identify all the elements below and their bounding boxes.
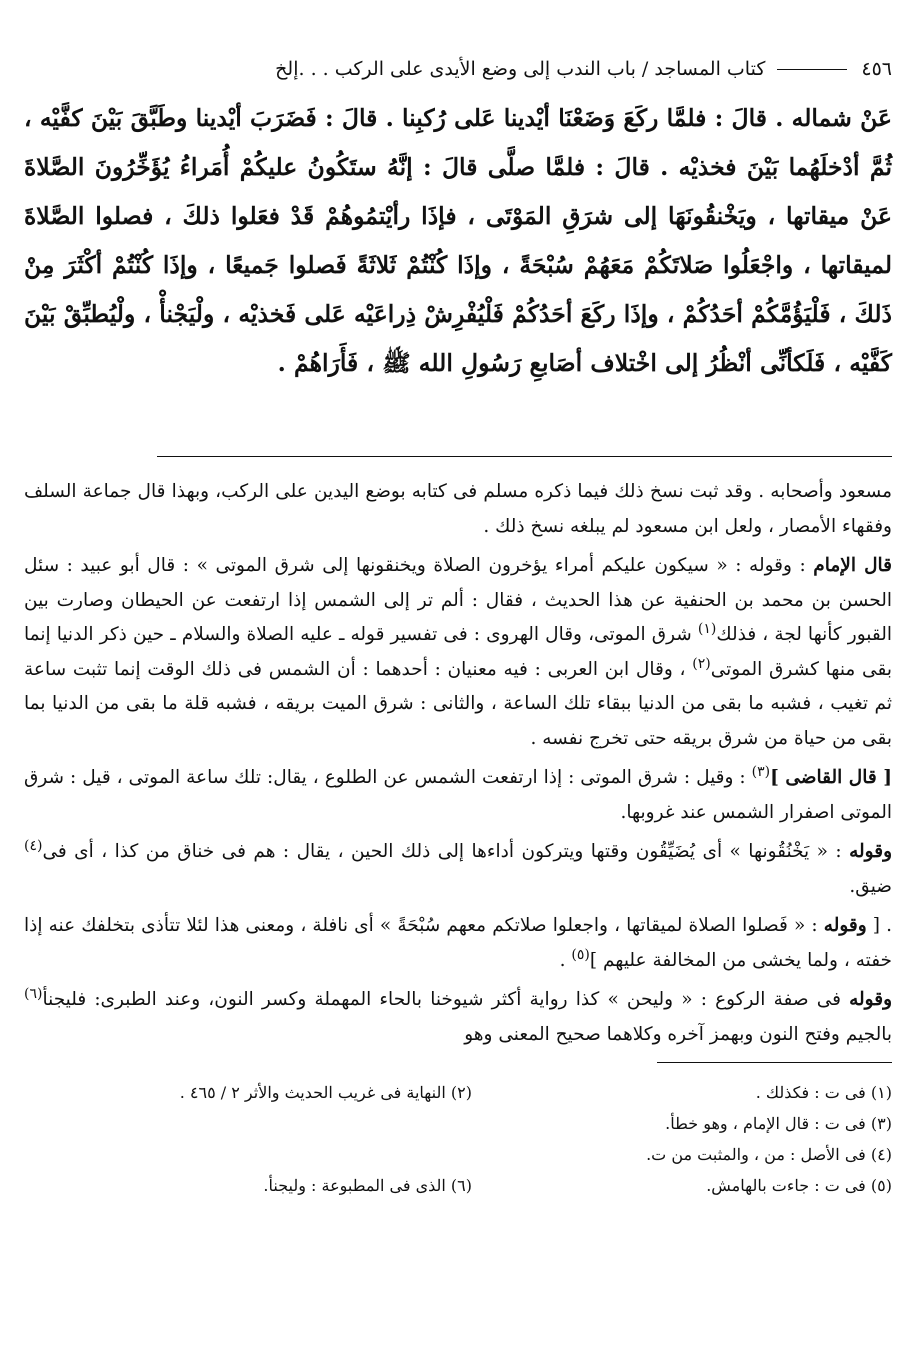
paragraph-text: : « يَخْنُقُونها » أى يُضَيِّقُون وقتها ويتركون أداءها إلى ذلك الحين ، يقال : هم فى خناق من كذا ، أى فى xyxy=(42,841,850,862)
footnote-ref-2[interactable]: (٢) xyxy=(692,655,711,672)
footnote-row xyxy=(24,1170,892,1201)
commentary xyxy=(24,475,892,1052)
paragraph-text: : وقيل : شرق الموتى : إذا ارتفعت الشمس عن الطلوع ، يقال: تلك ساعة الموتى ، قيل : شرق الموتى اصفرار الشمس عند غروبها. xyxy=(24,767,892,823)
footnote-5: (٥) فى ت : جاءت بالهامش. xyxy=(706,1176,892,1195)
paragraph-lead: قال الإمام xyxy=(813,555,892,576)
paragraph-text: ضيق. xyxy=(849,875,892,897)
footnote-ref-1[interactable]: (١) xyxy=(697,620,717,637)
footnote-2: (٢) النهاية فى غريب الحديث والأثر ٢ / ٤٦٥ . xyxy=(179,1083,472,1102)
footnote-ref-6[interactable]: (٦) xyxy=(24,985,43,1002)
paragraph-lead: وقوله xyxy=(823,915,867,936)
paragraph-text: فى صفة الركوع : « وليحن » كذا رواية أكثر شيوخنا بالحاء المهملة وكسر النون، وعند الطبرى: فليجنأ xyxy=(42,989,850,1010)
header-rule xyxy=(777,69,847,70)
footnote-row xyxy=(24,1077,892,1108)
paragraph-text: ، وقال ابن العربى : فيه معنيان : أحدهما : أن الشمس فى ذلك الوقت إنما تثبت ساعة ثم تغيب ، فشبه ما بقى من الدنيا ببقاء تلك الساعة ، والثانى : شرق الميت بريقه ، فشبه قلة ما بقى من الدنيا بما بقى من حياة من شرق بريقه حتى تخرج نفسه . xyxy=(24,658,892,749)
page-header xyxy=(24,52,892,86)
paragraph-bracket: . [ xyxy=(866,915,893,936)
book-page xyxy=(24,52,892,1342)
commentary-paragraph-5 xyxy=(24,909,892,978)
page-number: ٤٥٦ xyxy=(861,58,892,80)
running-title: كتاب المساجد / باب الندب إلى وضع الأيدى على الركب . . .إلخ xyxy=(275,58,766,80)
footnote-6: (٦) الذى فى المطبوعة : وليجنأ. xyxy=(263,1176,472,1195)
commentary-paragraph-4 xyxy=(24,835,892,904)
footnote-ref-4[interactable]: (٤) xyxy=(24,837,43,854)
footnote-row xyxy=(24,1108,892,1139)
paragraph-text: بالجيم وفتح النون وبهمز آخره وكلاهما صحيح المعنى وهو xyxy=(464,1023,892,1045)
commentary-paragraph-3 xyxy=(24,761,892,830)
paragraph-text: شرق الموتى، وقال الهروى : فى تفسير قوله ـ عليه الصلاة والسلام ـ حين ذكر الدنيا إنما بقى منها كشرق الموتى xyxy=(24,624,892,680)
commentary-paragraph-1: مسعود وأصحابه . وقد ثبت نسخ ذلك فيما ذكره مسلم فى كتابه بوضع اليدين على الركب، وبهذا قال جماعة السلف وفقهاء الأمصار ، ولعل ابن مسعود لم يبلغه نسخ ذلك . xyxy=(24,481,892,537)
paragraph-lead: وقوله xyxy=(849,841,892,862)
paragraph-lead: وقوله xyxy=(849,989,892,1010)
commentary-paragraph-6 xyxy=(24,983,892,1052)
paragraph-text: : وقوله : « سيكون عليكم أمراء يؤخرون الصلاة ويخنقونها إلى شرق الموتى » : قال أبو عبيد : سئل الحسن بن محمد بن الحنفية عن هذا الحديث ، فقال : ألم تر إلى الشمس إذا ارتفعت عن الحيطان وصارت بين القبور كأنها لجة ، فذلك xyxy=(24,555,892,645)
paragraph-text: . xyxy=(559,949,572,971)
paragraph-text: : « فَصلوا الصلاة لميقاتها ، واجعلوا صلاتكم معهم سُبْحَةً » أى نافلة ، ومعنى هذا لئلا تتأذى بتخلفك عنه إذا خفته ، ولما يخشى من المخالفة عليهم ] xyxy=(24,915,892,971)
footnote-1: (١) فى ت : فكذلك . xyxy=(755,1083,892,1102)
footnotes xyxy=(24,1077,892,1201)
footnote-ref-3[interactable]: (٣) xyxy=(751,763,771,780)
footnote-3: (٣) فى ت : قال الإمام ، وهو خطأ. xyxy=(665,1114,892,1133)
main-separator xyxy=(157,456,892,457)
commentary-paragraph-2 xyxy=(24,549,892,756)
paragraph-lead: [ قال القاضى ] xyxy=(770,767,892,788)
footnote-rule xyxy=(657,1062,892,1063)
footnote-4: (٤) فى الأصل : من ، والمثبت من ت. xyxy=(646,1145,892,1164)
footnote-row xyxy=(24,1139,892,1170)
hadith-text: عَنْ شماله . قالَ : فلمَّا ركَعَ وَضَعْنَا أيْدينا عَلى رُكبِنا . قالَ : فَضَرَبَ أيْدينا وطَبَّقَ بَيْنَ كفَّيْه ، ثُمَّ أدْخلَهُما بَيْنَ فخذيْه . قالَ : فلمَّا صلَّى قالَ : إنَّهُ ستَكُونُ عليكُمْ أُمَراءُ يُؤَخِّرُونَ الصَّلاةَ عَنْ ميقاتها ، ويَخْنقُونَهَا إلى شرَقِ المَوْتَى ، فإذَا رأيْتمُوهُمْ قَدْ فعَلوا ذلكَ ، فصلوا الصَّلاةَ لميقاتها ، واجْعَلُوا صَلاتَكُمْ مَعَهُمْ سُبْحَةً ، وإذَا كُنْتُمْ ثَلاثَةً فَصلوا جَميعًا ، وإذَا كُنْتُمْ أكْثَرَ مِنْ ذَلكَ ، فَلْيَؤُمَّكُمْ أحَدُكُمْ ، وإذَا ركَعَ أحَدُكُمْ فَلْيُفْرِشْ ذِراعَيْه عَلى فَخذيْه ، ولْيَجْنأْ ، ولْيُطبِّقْ بَيْنَ كَفَّيْه ، فَلَكأنِّى أنْظُرُ إلى اخْتلاف أصَابعِ رَسُولِ الله ﷺ ، فَأَرَاهُمْ . xyxy=(24,104,892,377)
footnote-ref-5[interactable]: (٥) xyxy=(571,946,590,963)
